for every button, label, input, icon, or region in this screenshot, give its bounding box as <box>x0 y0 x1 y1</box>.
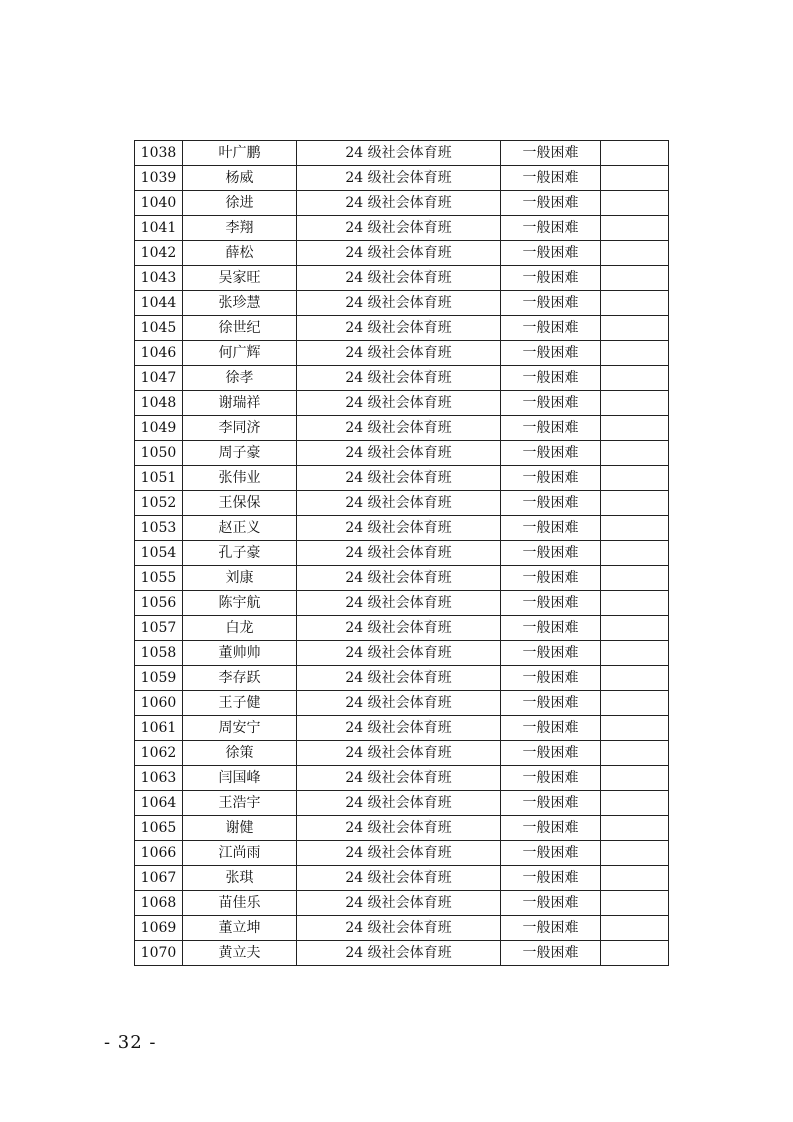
hardship-level-cell: 一般困难 <box>501 541 601 566</box>
class-name-cell: 24 级社会体育班 <box>297 241 501 266</box>
hardship-level-cell: 一般困难 <box>501 391 601 416</box>
hardship-level-cell: 一般困难 <box>501 916 601 941</box>
table-row <box>135 791 669 816</box>
hardship-level-cell: 一般困难 <box>501 266 601 291</box>
student-id-cell: 1040 <box>135 191 183 216</box>
note-cell <box>601 466 669 491</box>
student-name-cell: 周安宁 <box>183 716 297 741</box>
student-id-cell: 1068 <box>135 891 183 916</box>
student-id-cell: 1056 <box>135 591 183 616</box>
hardship-level-cell: 一般困难 <box>501 716 601 741</box>
note-cell <box>601 216 669 241</box>
table-row <box>135 266 669 291</box>
note-cell <box>601 691 669 716</box>
note-cell <box>601 616 669 641</box>
table-row <box>135 391 669 416</box>
student-id-cell: 1052 <box>135 491 183 516</box>
note-cell <box>601 891 669 916</box>
student-id-cell: 1039 <box>135 166 183 191</box>
note-cell <box>601 866 669 891</box>
note-cell <box>601 666 669 691</box>
student-id-cell: 1041 <box>135 216 183 241</box>
class-name-cell: 24 级社会体育班 <box>297 766 501 791</box>
hardship-level-cell: 一般困难 <box>501 941 601 966</box>
class-name-cell: 24 级社会体育班 <box>297 691 501 716</box>
class-name-cell: 24 级社会体育班 <box>297 616 501 641</box>
hardship-level-cell: 一般困难 <box>501 666 601 691</box>
student-name-cell: 谢瑞祥 <box>183 391 297 416</box>
class-name-cell: 24 级社会体育班 <box>297 841 501 866</box>
table-row <box>135 291 669 316</box>
student-id-cell: 1063 <box>135 766 183 791</box>
student-id-cell: 1054 <box>135 541 183 566</box>
student-name-cell: 何广辉 <box>183 341 297 366</box>
hardship-level-cell: 一般困难 <box>501 491 601 516</box>
note-cell <box>601 391 669 416</box>
class-name-cell: 24 级社会体育班 <box>297 916 501 941</box>
hardship-level-cell: 一般困难 <box>501 816 601 841</box>
table-row <box>135 441 669 466</box>
note-cell <box>601 241 669 266</box>
note-cell <box>601 766 669 791</box>
student-aid-table <box>134 140 669 966</box>
student-id-cell: 1058 <box>135 641 183 666</box>
hardship-level-cell: 一般困难 <box>501 516 601 541</box>
student-name-cell: 黄立夫 <box>183 941 297 966</box>
table-row <box>135 566 669 591</box>
student-name-cell: 王保保 <box>183 491 297 516</box>
student-id-cell: 1045 <box>135 316 183 341</box>
hardship-level-cell: 一般困难 <box>501 416 601 441</box>
student-id-cell: 1062 <box>135 741 183 766</box>
student-id-cell: 1064 <box>135 791 183 816</box>
class-name-cell: 24 级社会体育班 <box>297 491 501 516</box>
class-name-cell: 24 级社会体育班 <box>297 266 501 291</box>
student-name-cell: 江尚雨 <box>183 841 297 866</box>
student-name-cell: 闫国峰 <box>183 766 297 791</box>
student-name-cell: 张伟业 <box>183 466 297 491</box>
note-cell <box>601 441 669 466</box>
note-cell <box>601 641 669 666</box>
student-name-cell: 叶广鹏 <box>183 141 297 166</box>
note-cell <box>601 541 669 566</box>
note-cell <box>601 166 669 191</box>
table-row <box>135 866 669 891</box>
hardship-level-cell: 一般困难 <box>501 866 601 891</box>
note-cell <box>601 416 669 441</box>
student-name-cell: 徐进 <box>183 191 297 216</box>
hardship-level-cell: 一般困难 <box>501 791 601 816</box>
table-row <box>135 916 669 941</box>
student-name-cell: 王子健 <box>183 691 297 716</box>
student-id-cell: 1065 <box>135 816 183 841</box>
table-row <box>135 466 669 491</box>
student-id-cell: 1066 <box>135 841 183 866</box>
student-name-cell: 周子豪 <box>183 441 297 466</box>
class-name-cell: 24 级社会体育班 <box>297 716 501 741</box>
note-cell <box>601 591 669 616</box>
hardship-level-cell: 一般困难 <box>501 841 601 866</box>
student-name-cell: 白龙 <box>183 616 297 641</box>
hardship-level-cell: 一般困难 <box>501 691 601 716</box>
class-name-cell: 24 级社会体育班 <box>297 816 501 841</box>
class-name-cell: 24 级社会体育班 <box>297 866 501 891</box>
table-row <box>135 591 669 616</box>
class-name-cell: 24 级社会体育班 <box>297 166 501 191</box>
table-body <box>135 141 669 966</box>
class-name-cell: 24 级社会体育班 <box>297 516 501 541</box>
note-cell <box>601 516 669 541</box>
hardship-level-cell: 一般困难 <box>501 466 601 491</box>
class-name-cell: 24 级社会体育班 <box>297 141 501 166</box>
student-id-cell: 1057 <box>135 616 183 641</box>
class-name-cell: 24 级社会体育班 <box>297 416 501 441</box>
table-row <box>135 416 669 441</box>
table-row <box>135 341 669 366</box>
class-name-cell: 24 级社会体育班 <box>297 366 501 391</box>
note-cell <box>601 716 669 741</box>
table-row <box>135 841 669 866</box>
class-name-cell: 24 级社会体育班 <box>297 191 501 216</box>
student-name-cell: 陈宇航 <box>183 591 297 616</box>
class-name-cell: 24 级社会体育班 <box>297 466 501 491</box>
hardship-level-cell: 一般困难 <box>501 741 601 766</box>
table-row <box>135 166 669 191</box>
student-name-cell: 徐策 <box>183 741 297 766</box>
student-id-cell: 1042 <box>135 241 183 266</box>
table-row <box>135 316 669 341</box>
student-id-cell: 1044 <box>135 291 183 316</box>
hardship-level-cell: 一般困难 <box>501 591 601 616</box>
note-cell <box>601 566 669 591</box>
note-cell <box>601 816 669 841</box>
class-name-cell: 24 级社会体育班 <box>297 216 501 241</box>
hardship-level-cell: 一般困难 <box>501 566 601 591</box>
class-name-cell: 24 级社会体育班 <box>297 941 501 966</box>
hardship-level-cell: 一般困难 <box>501 441 601 466</box>
student-id-cell: 1050 <box>135 441 183 466</box>
table-row <box>135 616 669 641</box>
student-name-cell: 杨威 <box>183 166 297 191</box>
student-name-cell: 张珍慧 <box>183 291 297 316</box>
student-id-cell: 1043 <box>135 266 183 291</box>
note-cell <box>601 291 669 316</box>
hardship-level-cell: 一般困难 <box>501 316 601 341</box>
hardship-level-cell: 一般困难 <box>501 166 601 191</box>
class-name-cell: 24 级社会体育班 <box>297 341 501 366</box>
student-name-cell: 董立坤 <box>183 916 297 941</box>
table-row <box>135 216 669 241</box>
table-row <box>135 816 669 841</box>
student-id-cell: 1048 <box>135 391 183 416</box>
table-row <box>135 891 669 916</box>
note-cell <box>601 841 669 866</box>
student-id-cell: 1061 <box>135 716 183 741</box>
student-id-cell: 1053 <box>135 516 183 541</box>
class-name-cell: 24 级社会体育班 <box>297 316 501 341</box>
table-row <box>135 191 669 216</box>
hardship-level-cell: 一般困难 <box>501 891 601 916</box>
student-name-cell: 李同济 <box>183 416 297 441</box>
note-cell <box>601 791 669 816</box>
student-id-cell: 1055 <box>135 566 183 591</box>
table-row <box>135 691 669 716</box>
note-cell <box>601 741 669 766</box>
student-name-cell: 苗佳乐 <box>183 891 297 916</box>
table-row <box>135 541 669 566</box>
student-name-cell: 张琪 <box>183 866 297 891</box>
hardship-level-cell: 一般困难 <box>501 616 601 641</box>
table-row <box>135 741 669 766</box>
class-name-cell: 24 级社会体育班 <box>297 441 501 466</box>
class-name-cell: 24 级社会体育班 <box>297 741 501 766</box>
hardship-level-cell: 一般困难 <box>501 366 601 391</box>
hardship-level-cell: 一般困难 <box>501 766 601 791</box>
student-id-cell: 1060 <box>135 691 183 716</box>
hardship-level-cell: 一般困难 <box>501 341 601 366</box>
note-cell <box>601 141 669 166</box>
class-name-cell: 24 级社会体育班 <box>297 541 501 566</box>
class-name-cell: 24 级社会体育班 <box>297 791 501 816</box>
student-id-cell: 1038 <box>135 141 183 166</box>
student-id-cell: 1059 <box>135 666 183 691</box>
class-name-cell: 24 级社会体育班 <box>297 291 501 316</box>
student-id-cell: 1049 <box>135 416 183 441</box>
note-cell <box>601 266 669 291</box>
student-id-cell: 1069 <box>135 916 183 941</box>
hardship-level-cell: 一般困难 <box>501 141 601 166</box>
student-name-cell: 吴家旺 <box>183 266 297 291</box>
student-id-cell: 1046 <box>135 341 183 366</box>
student-name-cell: 赵正义 <box>183 516 297 541</box>
student-id-cell: 1051 <box>135 466 183 491</box>
hardship-level-cell: 一般困难 <box>501 641 601 666</box>
student-name-cell: 王浩宇 <box>183 791 297 816</box>
student-name-cell: 李存跃 <box>183 666 297 691</box>
table-row <box>135 641 669 666</box>
student-name-cell: 谢健 <box>183 816 297 841</box>
table-row <box>135 141 669 166</box>
note-cell <box>601 916 669 941</box>
student-name-cell: 董帅帅 <box>183 641 297 666</box>
student-name-cell: 孔子豪 <box>183 541 297 566</box>
class-name-cell: 24 级社会体育班 <box>297 391 501 416</box>
student-name-cell: 刘康 <box>183 566 297 591</box>
class-name-cell: 24 级社会体育班 <box>297 591 501 616</box>
student-name-cell: 李翔 <box>183 216 297 241</box>
table-row <box>135 491 669 516</box>
note-cell <box>601 316 669 341</box>
note-cell <box>601 366 669 391</box>
table-row <box>135 716 669 741</box>
hardship-level-cell: 一般困难 <box>501 216 601 241</box>
student-name-cell: 薛松 <box>183 241 297 266</box>
student-id-cell: 1067 <box>135 866 183 891</box>
student-id-cell: 1047 <box>135 366 183 391</box>
hardship-level-cell: 一般困难 <box>501 191 601 216</box>
hardship-level-cell: 一般困难 <box>501 241 601 266</box>
class-name-cell: 24 级社会体育班 <box>297 891 501 916</box>
table-row <box>135 241 669 266</box>
table-row <box>135 516 669 541</box>
student-name-cell: 徐孝 <box>183 366 297 391</box>
table-row <box>135 366 669 391</box>
class-name-cell: 24 级社会体育班 <box>297 641 501 666</box>
student-id-cell: 1070 <box>135 941 183 966</box>
note-cell <box>601 941 669 966</box>
table-row <box>135 941 669 966</box>
class-name-cell: 24 级社会体育班 <box>297 566 501 591</box>
student-name-cell: 徐世纪 <box>183 316 297 341</box>
table-row <box>135 766 669 791</box>
hardship-level-cell: 一般困难 <box>501 291 601 316</box>
note-cell <box>601 191 669 216</box>
note-cell <box>601 341 669 366</box>
table-row <box>135 666 669 691</box>
page-number: - 32 - <box>104 1032 157 1053</box>
class-name-cell: 24 级社会体育班 <box>297 666 501 691</box>
note-cell <box>601 491 669 516</box>
